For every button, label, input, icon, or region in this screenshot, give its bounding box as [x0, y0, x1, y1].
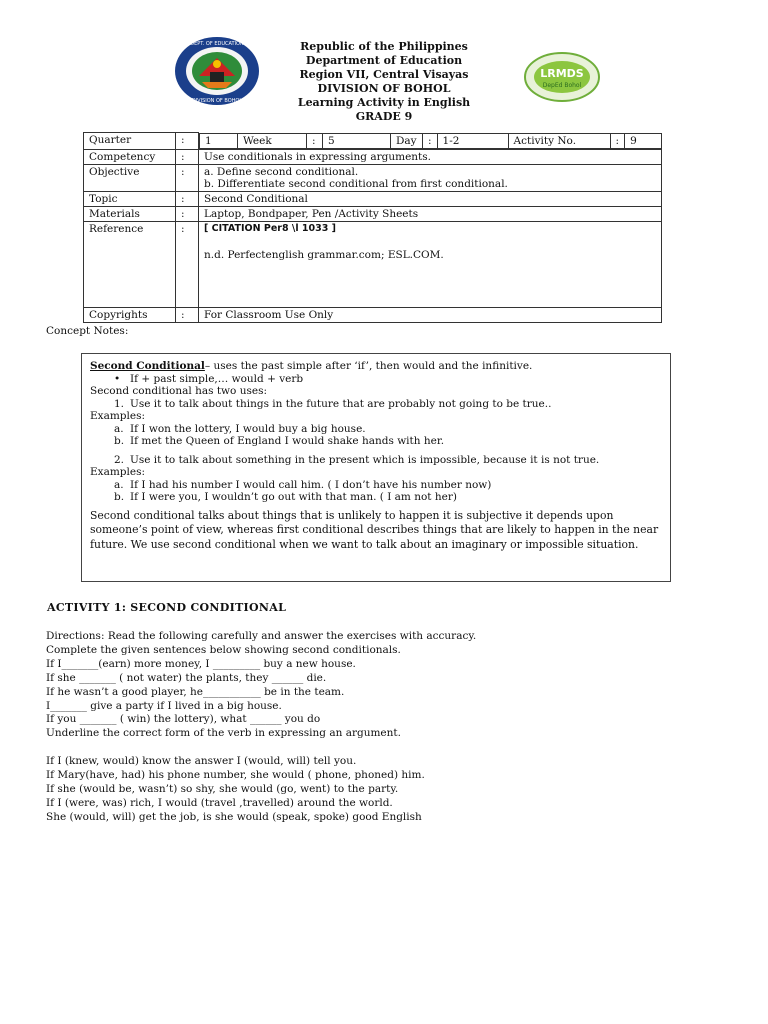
list-number: 1. [114, 397, 125, 410]
concept-definition-text: – uses the past simple after ‘if’, then would and the infinitive. [204, 360, 533, 372]
exercise-item: If I (knew, would) know the answer I (would, will) tell you. [46, 755, 357, 768]
bullet-text: If + past simple,… would + verb [130, 372, 304, 385]
quarter-label: Quarter [84, 133, 176, 150]
reference-value [199, 221, 662, 307]
concept-summary: Second conditional talks about things that is unlikely to happen it is subjective it depends upon someone’s point of view, whereas first conditional describes things that are likely to happen in the near future. We use second conditional when we want to talk about an imaginary or impossible situation. [90, 508, 659, 551]
colon: : [176, 221, 199, 307]
activity-no-value: 9 [625, 133, 661, 148]
list-letter: b. [114, 435, 125, 447]
colon: : [176, 164, 199, 191]
copyrights-label: Copyrights [84, 307, 176, 322]
header-line: Republic of the Philippines [300, 40, 468, 53]
colon: : [423, 133, 438, 148]
use-1-text: Use it to talk about things in the future that are probably not going to be true.. [130, 397, 552, 410]
colon: : [176, 191, 199, 206]
use-2-text: Use it to talk about something in the present which is impossible, because it is not true. [130, 453, 600, 466]
uses-intro: Second conditional has two uses: [90, 385, 267, 397]
table-row [84, 191, 662, 206]
svg-text:LRMDS: LRMDS [540, 67, 584, 80]
activity-title: ACTIVITY 1: SECOND CONDITIONAL [47, 601, 287, 614]
schedule-cells [199, 133, 662, 150]
colon: : [176, 133, 199, 150]
table-row [84, 164, 662, 191]
objective-a: a. Define second conditional. [204, 165, 359, 178]
directions: Directions: Read the following carefully and answer the exercises with accuracy. [46, 630, 477, 642]
objective-value [199, 164, 662, 191]
use-1 [90, 398, 662, 411]
lrmds-logo [524, 52, 600, 102]
exercise-item: If he wasn’t a good player, he___________ be in the team. [46, 685, 345, 698]
reference-citation: [ CITATION Per8 \l 1033 ] [204, 222, 336, 234]
activity-no-label: Activity No. [508, 133, 610, 148]
header-line: Region VII, Central Visayas [299, 68, 469, 81]
instruction-2: Underline the correct form of the verb in expressing an argument. [46, 727, 401, 740]
materials-label: Materials [84, 206, 176, 221]
exercise-item: If she (would be, wasn’t) so shy, she would (go, went) to the party. [46, 782, 399, 795]
concept-notes-box [81, 353, 671, 582]
objective-b: b. Differentiate second conditional from first conditional. [204, 177, 508, 190]
examples-label: Examples: [90, 410, 146, 422]
exercise-item: If she _______ ( not water) the plants, they ______ die. [46, 671, 327, 684]
colon: : [176, 206, 199, 221]
copyrights-value: For Classroom Use Only [199, 307, 662, 322]
header-line: Learning Activity in English [297, 96, 471, 109]
header-line: GRADE 9 [355, 110, 413, 123]
example-1a [90, 423, 662, 436]
colon: : [176, 307, 199, 322]
week-value: 5 [323, 133, 391, 148]
colon: : [307, 133, 323, 148]
list-letter: b. [114, 491, 125, 503]
exercise-item: If I (were, was) rich, I would (travel ,travelled) around the world. [46, 796, 393, 809]
svg-text:DIVISION OF BOHOL: DIVISION OF BOHOL [191, 98, 243, 104]
competency-label: Competency [84, 149, 176, 164]
competency-value: Use conditionals in expressing arguments. [199, 149, 662, 164]
example-1b [90, 435, 662, 448]
concept-notes-label: Concept Notes: [46, 325, 129, 337]
document-header [262, 40, 506, 124]
example-2b [90, 491, 662, 504]
header-line: DIVISION OF BOHOL [317, 82, 451, 95]
example-2a [90, 479, 662, 492]
svg-text:DepEd Bohol: DepEd Bohol [542, 82, 582, 89]
topic-value: Second Conditional [199, 191, 662, 206]
topic-label: Topic [84, 191, 176, 206]
colon: : [610, 133, 625, 148]
use-2 [90, 454, 662, 467]
header-line: Department of Education [305, 54, 463, 67]
activity-body [46, 630, 686, 825]
materials-value: Laptop, Bondpaper, Pen /Activity Sheets [199, 206, 662, 221]
list-number: 2. [114, 453, 125, 466]
day-label: Day [391, 133, 423, 148]
lesson-info-table [83, 132, 662, 323]
colon: : [176, 149, 199, 164]
list-letter: a. [114, 478, 124, 491]
table-row [84, 149, 662, 164]
week-label: Week [238, 133, 307, 148]
examples-label: Examples: [90, 466, 146, 478]
exercise-item: She (would, will) get the job, is she would (speak, spoke) good English [46, 810, 422, 823]
exercise-item: If I_______(earn) more money, I _________ buy a new house. [46, 657, 356, 670]
instruction-1: Complete the given sentences below showing second conditionals. [46, 643, 401, 656]
example-text: If I won the lottery, I would buy a big house. [130, 422, 366, 435]
bullet-icon: • [114, 372, 121, 385]
exercise-item: If Mary(have, had) his phone number, she would ( phone, phoned) him. [46, 769, 425, 782]
example-text: If I had his number I would call him. ( I don’t have his number now) [130, 478, 492, 491]
table-row [84, 206, 662, 221]
concept-definition [90, 360, 662, 373]
table-row [84, 133, 662, 150]
day-value: 1-2 [437, 133, 508, 148]
svg-text:DEPT. OF EDUCATION: DEPT. OF EDUCATION [190, 41, 244, 47]
exercise-item: If you _______ ( win) the lottery), what ______ you do [46, 713, 321, 726]
reference-source: n.d. Perfectenglish grammar.com; ESL.COM. [204, 248, 444, 261]
reference-label: Reference [84, 221, 176, 307]
concept-bullet [90, 373, 662, 386]
table-row [84, 221, 662, 307]
list-letter: a. [114, 422, 124, 435]
concept-term: Second Conditional [90, 360, 205, 372]
quarter-value: 1 [200, 133, 238, 148]
table-row [84, 307, 662, 322]
objective-label: Objective [84, 164, 176, 191]
exercise-item: I_______ give a party if I lived in a big house. [46, 699, 282, 712]
example-text: If I were you, I wouldn’t go out with that man. ( I am not her) [130, 491, 457, 503]
example-text: If met the Queen of England I would shake hands with her. [130, 435, 445, 447]
deped-seal-logo [174, 36, 260, 106]
